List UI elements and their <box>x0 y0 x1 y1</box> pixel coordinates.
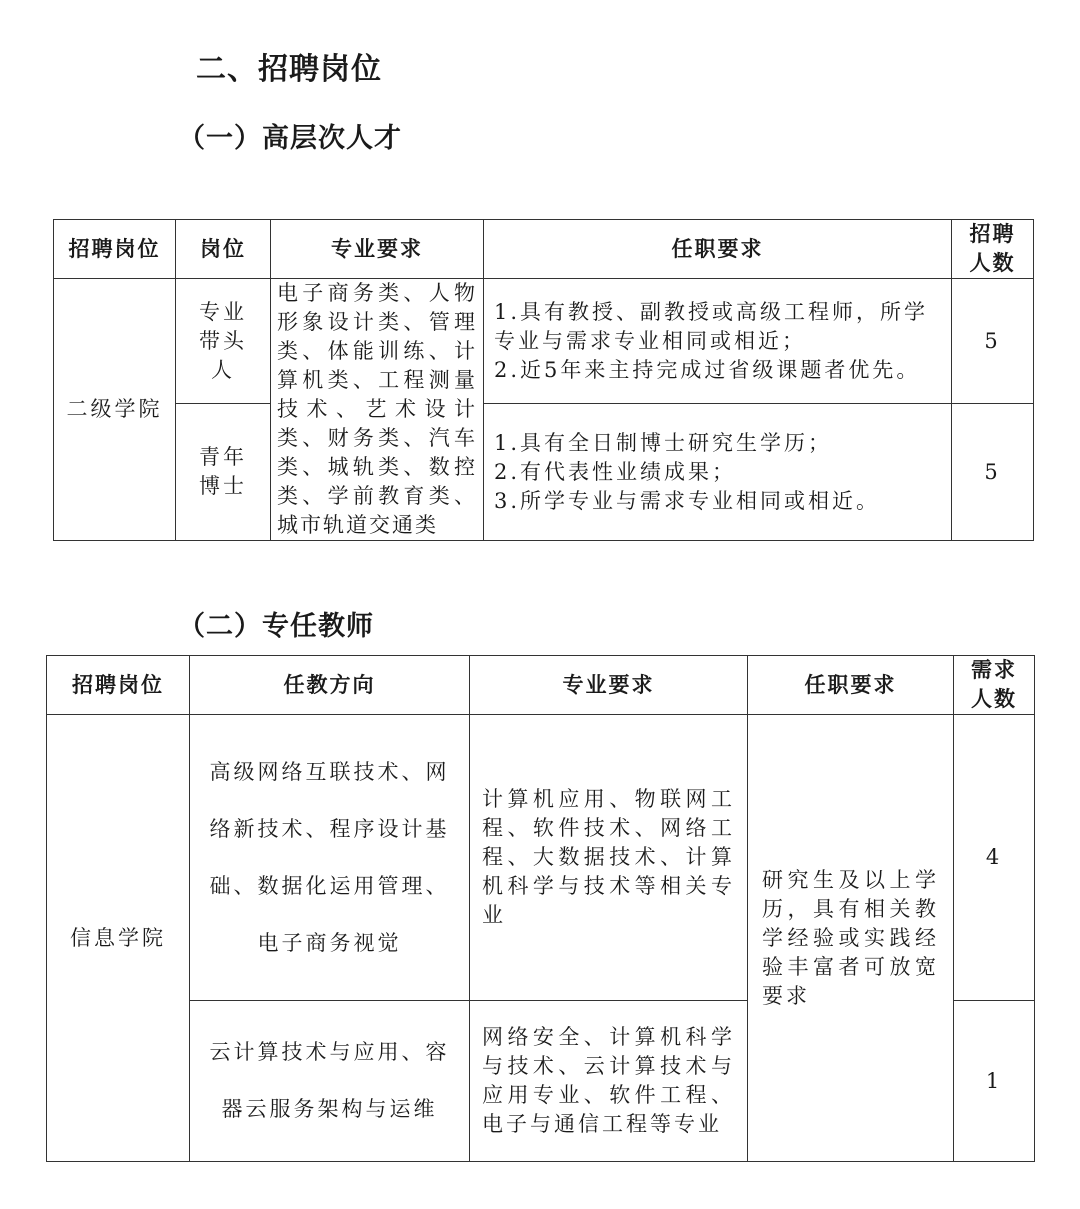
section-title: 二、招聘岗位 <box>196 52 382 87</box>
header-cell: 专业要求 <box>470 656 748 715</box>
table-row <box>47 715 1035 1001</box>
header-cell: 招聘岗位 <box>54 220 176 279</box>
header-cell: 招聘人数 <box>952 220 1034 279</box>
major-requirements-cell: 计算机应用、物联网工程、软件技术、网络工程、大数据技术、计算机科学与技术等相关专业 <box>470 715 748 1001</box>
count-cell: 1 <box>954 1001 1035 1162</box>
header-cell: 专业要求 <box>271 220 484 279</box>
full-time-teacher-table <box>46 655 1035 1162</box>
header-cell: 任职要求 <box>748 656 954 715</box>
count-cell: 5 <box>952 404 1034 541</box>
subsection-title-full-time-teachers: （二）专任教师 <box>178 611 374 642</box>
job-requirements-cell <box>484 279 952 404</box>
major-requirements-cell: 网络安全、计算机科学与技术、云计算技术与应用专业、软件工程、电子与通信工程等专业 <box>470 1001 748 1162</box>
college-cell: 二级学院 <box>54 279 176 541</box>
table-header-row <box>47 656 1035 715</box>
college-cell: 信息学院 <box>47 715 190 1162</box>
table-header-row <box>54 220 1034 279</box>
requirement-line: 1.具有教授、副教授或高级工程师，所学专业与需求专业相同或相近； <box>494 299 929 353</box>
header-cell: 任职要求 <box>484 220 952 279</box>
header-cell: 需求人数 <box>954 656 1035 715</box>
requirement-line: 2.近5年来主持完成过省级课题者优先。 <box>494 357 921 382</box>
header-cell: 岗位 <box>176 220 271 279</box>
job-requirements-cell <box>484 404 952 541</box>
requirement-line: 2.有代表性业绩成果； <box>494 459 737 484</box>
teaching-direction-cell: 云计算技术与应用、容器云服务架构与运维 <box>190 1001 470 1162</box>
table-row <box>54 404 1034 541</box>
major-requirements-cell: 电子商务类、人物形象设计类、管理类、体能训练、计算机类、工程测量技术、艺术设计类、财务类、汽车类、城轨类、数控类、学前教育类、城市轨道交通类 <box>271 279 484 541</box>
count-cell: 5 <box>952 279 1034 404</box>
requirement-line: 1.具有全日制博士研究生学历； <box>494 430 833 455</box>
header-cell: 招聘岗位 <box>47 656 190 715</box>
teaching-direction-cell: 高级网络互联技术、网络新技术、程序设计基础、数据化运用管理、电子商务视觉 <box>190 715 470 1001</box>
count-cell: 4 <box>954 715 1035 1001</box>
high-level-talent-table <box>53 219 1034 541</box>
subsection-title-high-level-talent: （一）高层次人才 <box>178 123 402 154</box>
requirement-line: 3.所学专业与需求专业相同或相近。 <box>494 488 881 513</box>
header-cell: 任教方向 <box>190 656 470 715</box>
table-row <box>54 279 1034 404</box>
position-cell: 专业带头人 <box>176 279 271 404</box>
job-requirements-cell: 研究生及以上学历，具有相关教学经验或实践经验丰富者可放宽要求 <box>748 715 954 1162</box>
position-cell: 青年博士 <box>176 404 271 541</box>
